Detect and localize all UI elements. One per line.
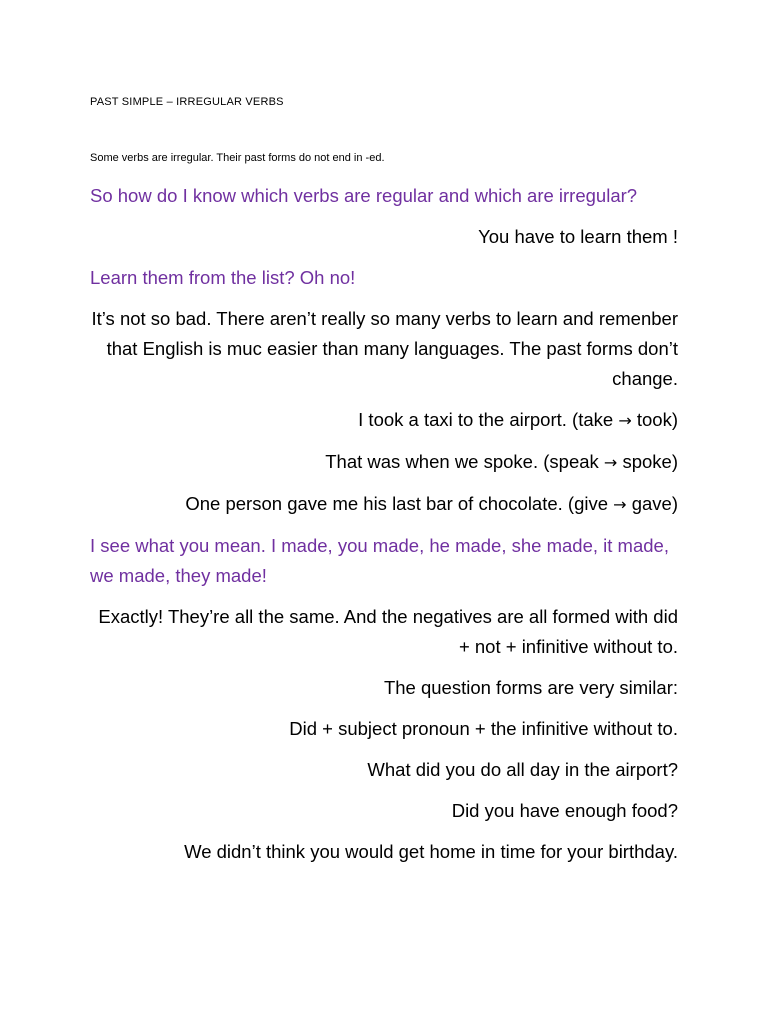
question-line: I see what you mean. I made, you made, he made, she made, it made, we made, they made!	[90, 535, 669, 586]
answer-line: Did you have enough food?	[451, 800, 678, 821]
example-text: One person gave me his last bar of chocolate. (give	[185, 493, 614, 514]
answer-line: What did you do all day in the airport?	[367, 759, 678, 780]
example-text: I took a taxi to the airport. (take	[358, 409, 619, 430]
example-text: That was when we spoke. (speak	[325, 451, 604, 472]
answer-line: The question forms are very similar:	[383, 677, 678, 698]
example-text: gave)	[626, 493, 678, 514]
answer-line: It’s not so bad. There aren’t really so many verbs to learn and remenber that English is muc easier than many languages. The past forms don’t change.	[91, 308, 678, 389]
question-line: Learn them from the list? Oh no!	[90, 267, 356, 288]
answer-line: You have to learn them !	[478, 226, 678, 247]
dialogue	[90, 181, 678, 878]
arrow-right-icon: →	[613, 495, 627, 514]
example-text: took)	[631, 409, 678, 430]
answer-line: We didn’t think you would get home in time for your birthday.	[184, 841, 678, 862]
intro-text: Some verbs are irregular. Their past forms do not end in -ed.	[90, 152, 385, 164]
example-line	[90, 489, 678, 520]
answer-line: Did + subject pronoun + the infinitive without to.	[289, 718, 678, 739]
arrow-right-icon: →	[603, 453, 618, 472]
question-line: So how do I know which verbs are regular and which are irregular?	[90, 185, 638, 206]
example-text: spoke)	[617, 451, 678, 472]
arrow-right-icon: →	[618, 411, 632, 430]
example-line	[90, 447, 678, 478]
answer-line: Exactly! They’re all the same. And the negatives are all formed with did + not + infinitive without to.	[98, 606, 678, 657]
document-title: PAST SIMPLE – IRREGULAR VERBS	[90, 96, 284, 108]
example-line	[90, 405, 678, 436]
